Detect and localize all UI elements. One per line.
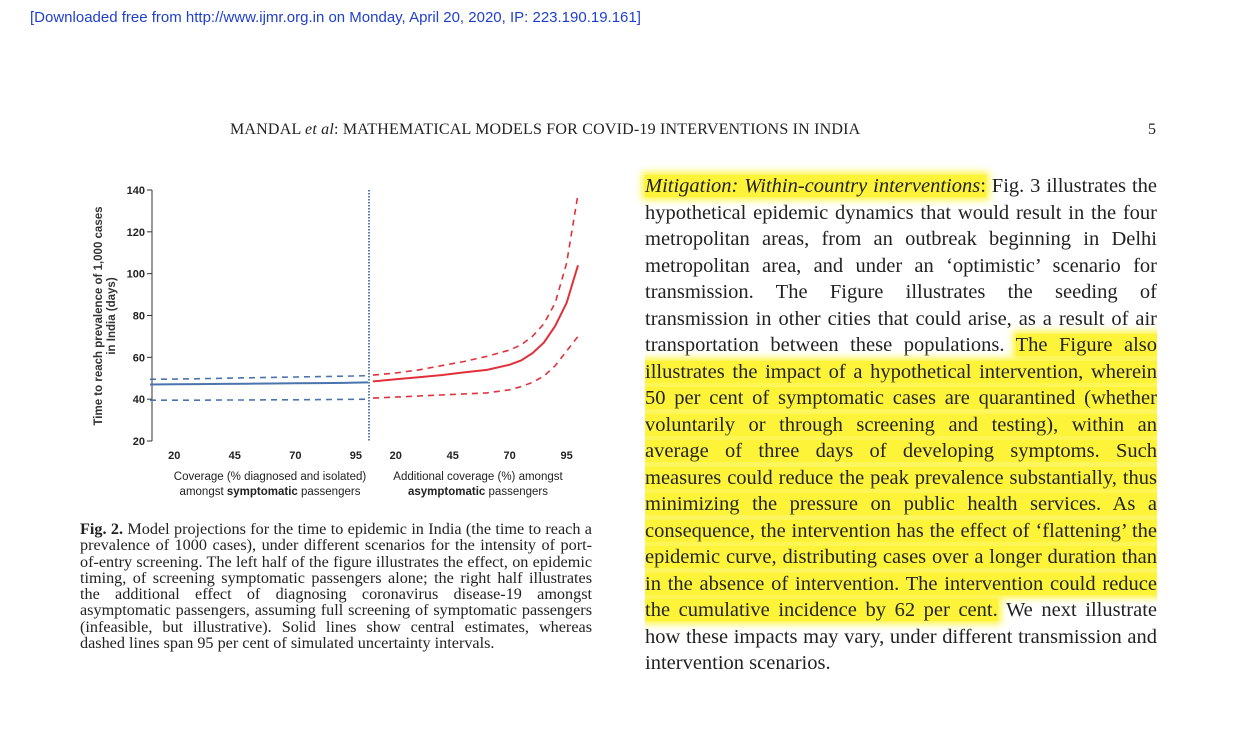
page-number: 5 (1148, 121, 1156, 138)
x-tick-label-left: 70 (289, 450, 302, 462)
x-tick-label-right: 95 (560, 450, 573, 462)
y-tick-label: 80 (132, 310, 145, 323)
caption-text: Model projections for the time to epidemic in India (the time to reach a prevalence of 1000 cases), under different scenarios for the intensity of port-of-entry screening. The left half of the figure illustrates the effect, on epidemic timing, of screening symptomatic passengers alone; the right half illustrates the additional effect of diagnosing coronavirus disease-19 amongst asymptomatic passengers, assuming full screening of symptomatic passengers (infeasible, but illustrative). Solid lines show central estimates, whereas dashed lines span 95 per cent of simulated uncertainty intervals. (80, 520, 592, 653)
y-tick-label: 140 (126, 185, 145, 197)
y-axis-label-line2: in India (days) (106, 277, 118, 355)
x-tick-label-right: 20 (389, 450, 402, 462)
left-lower-bound-line (150, 399, 368, 400)
x-axis-label-right-line2 (408, 486, 548, 498)
x-tick-label-right: 70 (503, 450, 516, 462)
xlabel-left-bold: symptomatic (226, 486, 298, 498)
running-head (230, 121, 860, 139)
axes (152, 190, 369, 441)
body-paragraph (645, 173, 1157, 677)
x-axis-label-left-line2 (180, 486, 361, 498)
caption-label: Fig. 2. (80, 520, 124, 538)
running-head-etal: et al (305, 121, 335, 138)
xlabel-right-post: passengers (485, 486, 548, 498)
y-ticks (127, 185, 152, 448)
x-tick-label-right: 45 (446, 450, 459, 462)
figure-2-chart (80, 178, 592, 508)
x-tick-label-left: 20 (168, 450, 181, 462)
x-axis-label-left-line1: Coverage (% diagnosed and isolated) (173, 471, 367, 483)
left-central-line (150, 382, 368, 384)
running-head-author: MANDAL (230, 121, 301, 138)
figure-caption (80, 521, 592, 651)
section-heading: Mitigation: Within-country interventions (645, 175, 981, 197)
right-upper-bound-line (373, 194, 578, 375)
y-tick-label: 100 (126, 268, 145, 281)
y-tick-label: 20 (132, 436, 145, 448)
x-tick-label-left: 45 (228, 450, 241, 462)
y-tick-label: 120 (126, 226, 145, 239)
y-tick-label: 60 (132, 352, 145, 365)
running-head-title: : MATHEMATICAL MODELS FOR COVID-19 INTERVENTIONS IN INDIA (334, 121, 861, 138)
highlighted-text: The Figure also illustrates the impact of a hypothetical intervention, wherein 50 per cent of symptomatic cases are quarantined (whether voluntarily or through screening and testing), within an average of three days of developing symptoms. Such measures could reduce the peak prevalence substantially, thus minimizing the pressure on public health services. As a consequence, the intervention has the effect of ‘flattening’ the epidemic curve, distributing cases over a longer duration than in the absence of intervention. The intervention could reduce the cumulative incidence by 62 per cent. (645, 334, 1157, 621)
right-central-line (373, 265, 578, 381)
y-axis-label (93, 206, 118, 425)
download-notice: [Downloaded free from http://www.ijmr.org.in on Monday, April 20, 2020, IP: 223.190.19.161] (30, 9, 641, 26)
highlight-heading (645, 175, 986, 197)
y-axis-label-line1: Time to reach prevalence of 1,000 cases (93, 206, 105, 426)
right-lower-bound-line (373, 336, 578, 398)
heading-colon: : (980, 175, 986, 197)
x-axis-label-right-line1: Additional coverage (%) amongst (393, 471, 563, 483)
x-tick-label-left: 95 (349, 450, 363, 462)
xlabel-left-pre: amongst (179, 486, 227, 498)
xlabel-right-bold: asymptomatic (408, 486, 486, 498)
x-ticks (168, 450, 573, 462)
xlabel-left-post: passengers (297, 486, 361, 498)
y-tick-label: 40 (132, 394, 145, 407)
series-lines (150, 194, 578, 400)
body-text-part1: Fig. 3 illustrates the hypothetical epidemic dynamics that would result in the four metropolitan areas, from an outbreak beginning in Delhi metropolitan area, and under an ‘optimistic’ scenario for transmission. The Figure illustrates the seeding of transmission in other cities that could arise, as a result of air transportation between these populations. (645, 175, 1157, 356)
body-text-part3: We next illustrate how these impacts may vary, under different transmission and intervention scenarios. (645, 599, 1157, 674)
left-upper-bound-line (150, 376, 368, 380)
